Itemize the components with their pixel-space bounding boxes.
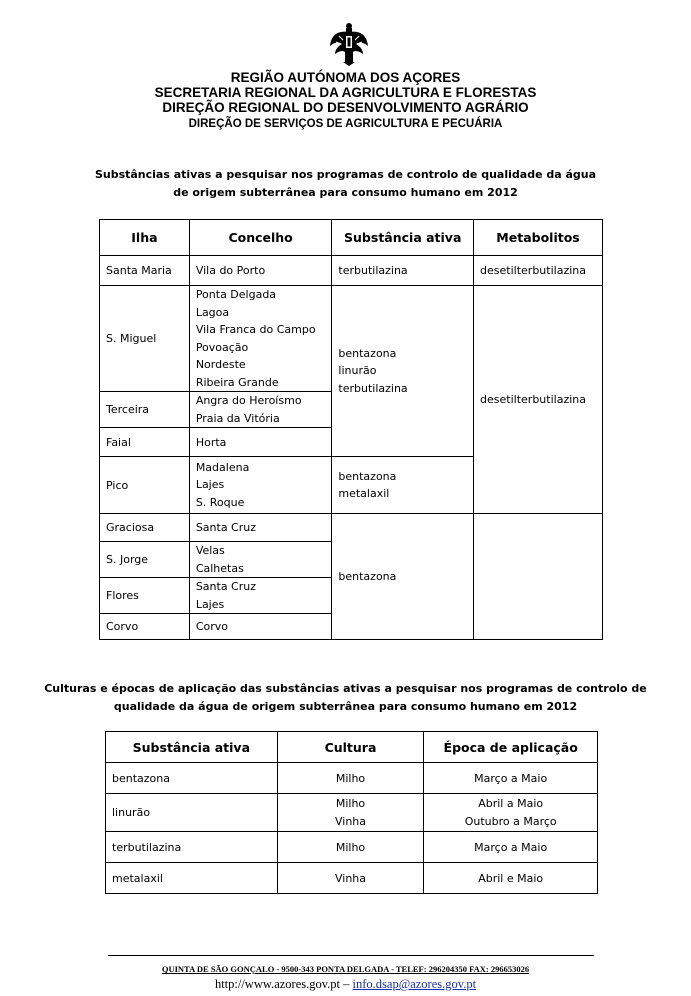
municipality-name: Praia da Vitória <box>195 411 280 425</box>
crop-cell: Milho <box>277 763 424 794</box>
header-directorate: DIREÇÃO REGIONAL DO DESENVOLVIMENTO AGRÁRIO <box>162 100 529 115</box>
period-text: Abril a Maio <box>478 797 544 810</box>
col-header-ilha: Ilha <box>100 220 190 256</box>
table-row <box>106 832 598 863</box>
municipality-name: Santa Cruz <box>195 580 257 593</box>
substance-cell <box>332 457 474 514</box>
municipality-name: Calhetas <box>195 561 244 575</box>
substance-name: bentazona <box>338 346 397 360</box>
crop-name: Milho <box>335 797 366 810</box>
municipality-name: Angra do Heroísmo <box>195 394 302 407</box>
metabolite-cell-empty <box>474 514 603 640</box>
table-row <box>100 286 603 392</box>
footer-email-link[interactable]: info.dsap@azores.gov.pt <box>352 977 477 991</box>
period-cell: Abril e Maio <box>424 863 598 894</box>
island-cell: Flores <box>100 578 190 614</box>
col-header-cultura: Cultura <box>277 732 424 763</box>
footer-divider <box>108 955 594 956</box>
azores-crest-icon <box>329 22 369 66</box>
island-cell: Pico <box>100 457 190 514</box>
substance-cell: bentazona <box>332 514 474 640</box>
island-cell: Santa Maria <box>100 256 190 286</box>
municipality-name: Vila Franca do Campo <box>195 323 316 336</box>
crop-cell: Vinha <box>277 863 424 894</box>
substance-name: terbutilazina <box>338 381 408 395</box>
municipality-name: S. Roque <box>195 495 245 509</box>
crop-name: Vinha <box>334 814 367 828</box>
col-header-metabolitos: Metabolitos <box>474 220 603 256</box>
municipality-cell: Vila do Porto <box>189 256 332 286</box>
footer-address: QUINTA DE SÃO GONÇALO - 9500-343 PONTA DELGADA - TELEF: 296204350 FAX: 296653026 <box>161 964 530 974</box>
island-cell: Corvo <box>100 614 190 640</box>
island-cell: S. Miguel <box>100 286 190 392</box>
island-cell: Faial <box>100 428 190 457</box>
municipality-name: Ribeira Grande <box>195 375 279 389</box>
island-cell: Graciosa <box>100 514 190 542</box>
col-header-substancia: Substância ativa <box>332 220 474 256</box>
municipality-cell: Horta <box>189 428 332 457</box>
table1-title-line2: de origem subterrânea para consumo humano em 2012 <box>173 186 518 199</box>
period-text: Outubro a Março <box>464 814 557 828</box>
municipality-cell <box>189 578 332 614</box>
municipality-name: Madalena <box>195 460 250 474</box>
table2-title-line2: qualidade da água de origem subterrânea para consumo humano em 2012 <box>113 700 578 713</box>
table-row <box>106 794 598 832</box>
municipality-name: Lajes <box>195 597 225 611</box>
island-cell: Terceira <box>100 392 190 428</box>
footer-website-link[interactable]: http://www.azores.gov.pt <box>214 977 341 991</box>
substance-name: linurão <box>338 364 377 378</box>
col-header-substancia: Substância ativa <box>106 732 278 763</box>
municipality-name: Lajes <box>195 478 225 492</box>
substance-name: bentazona <box>338 469 397 483</box>
table-header-row <box>106 732 598 763</box>
substance-cell: linurão <box>106 794 278 832</box>
metabolite-cell: desetilterbutilazina <box>474 256 603 286</box>
substance-cell: metalaxil <box>106 863 278 894</box>
period-cell <box>424 794 598 832</box>
header-region: REGIÃO AUTÓNOMA DOS AÇORES <box>230 70 461 85</box>
municipality-name: Nordeste <box>195 358 246 371</box>
substance-cell: terbutilazina <box>106 832 278 863</box>
header-services: DIREÇÃO DE SERVIÇOS DE AGRICULTURA E PECUÁRIA <box>188 118 503 130</box>
period-cell: Março a Maio <box>424 832 598 863</box>
island-cell: S. Jorge <box>100 542 190 578</box>
municipality-name: Lagoa <box>195 305 230 319</box>
table2-title-line1: Culturas e épocas de aplicação das substâncias ativas a pesquisar nos programas de controlo de <box>44 682 647 695</box>
table-header-row <box>100 220 603 256</box>
period-cell: Março a Maio <box>424 763 598 794</box>
header-secretariat: SECRETARIA REGIONAL DA AGRICULTURA E FLORESTAS <box>154 85 537 100</box>
municipality-cell: Santa Cruz <box>189 514 332 542</box>
table1-title-line1: Substâncias ativas a pesquisar nos programas de controlo de qualidade da água <box>94 168 597 181</box>
metabolite-cell: desetilterbutilazina <box>474 286 603 514</box>
municipality-name: Povoação <box>195 340 249 354</box>
municipality-cell <box>189 542 332 578</box>
table-row <box>106 863 598 894</box>
municipality-cell <box>189 392 332 428</box>
crop-cell <box>277 794 424 832</box>
footer-separator: – <box>343 977 350 991</box>
municipality-cell <box>189 286 332 392</box>
municipality-name: Ponta Delgada <box>195 288 277 301</box>
substance-cell: terbutilazina <box>332 256 474 286</box>
col-header-epoca: Época de aplicação <box>424 732 598 763</box>
substances-by-island-table <box>99 219 603 640</box>
substance-cell <box>332 286 474 457</box>
crop-cell: Milho <box>277 832 424 863</box>
substance-name: metalaxil <box>338 487 390 500</box>
footer-contacts <box>0 977 691 992</box>
table-row <box>106 763 598 794</box>
application-periods-table <box>105 731 598 894</box>
table-row <box>100 514 603 542</box>
municipality-cell <box>189 457 332 514</box>
municipality-cell: Corvo <box>189 614 332 640</box>
col-header-concelho: Concelho <box>189 220 332 256</box>
municipality-name: Velas <box>195 544 225 557</box>
table-row <box>100 256 603 286</box>
substance-cell: bentazona <box>106 763 278 794</box>
